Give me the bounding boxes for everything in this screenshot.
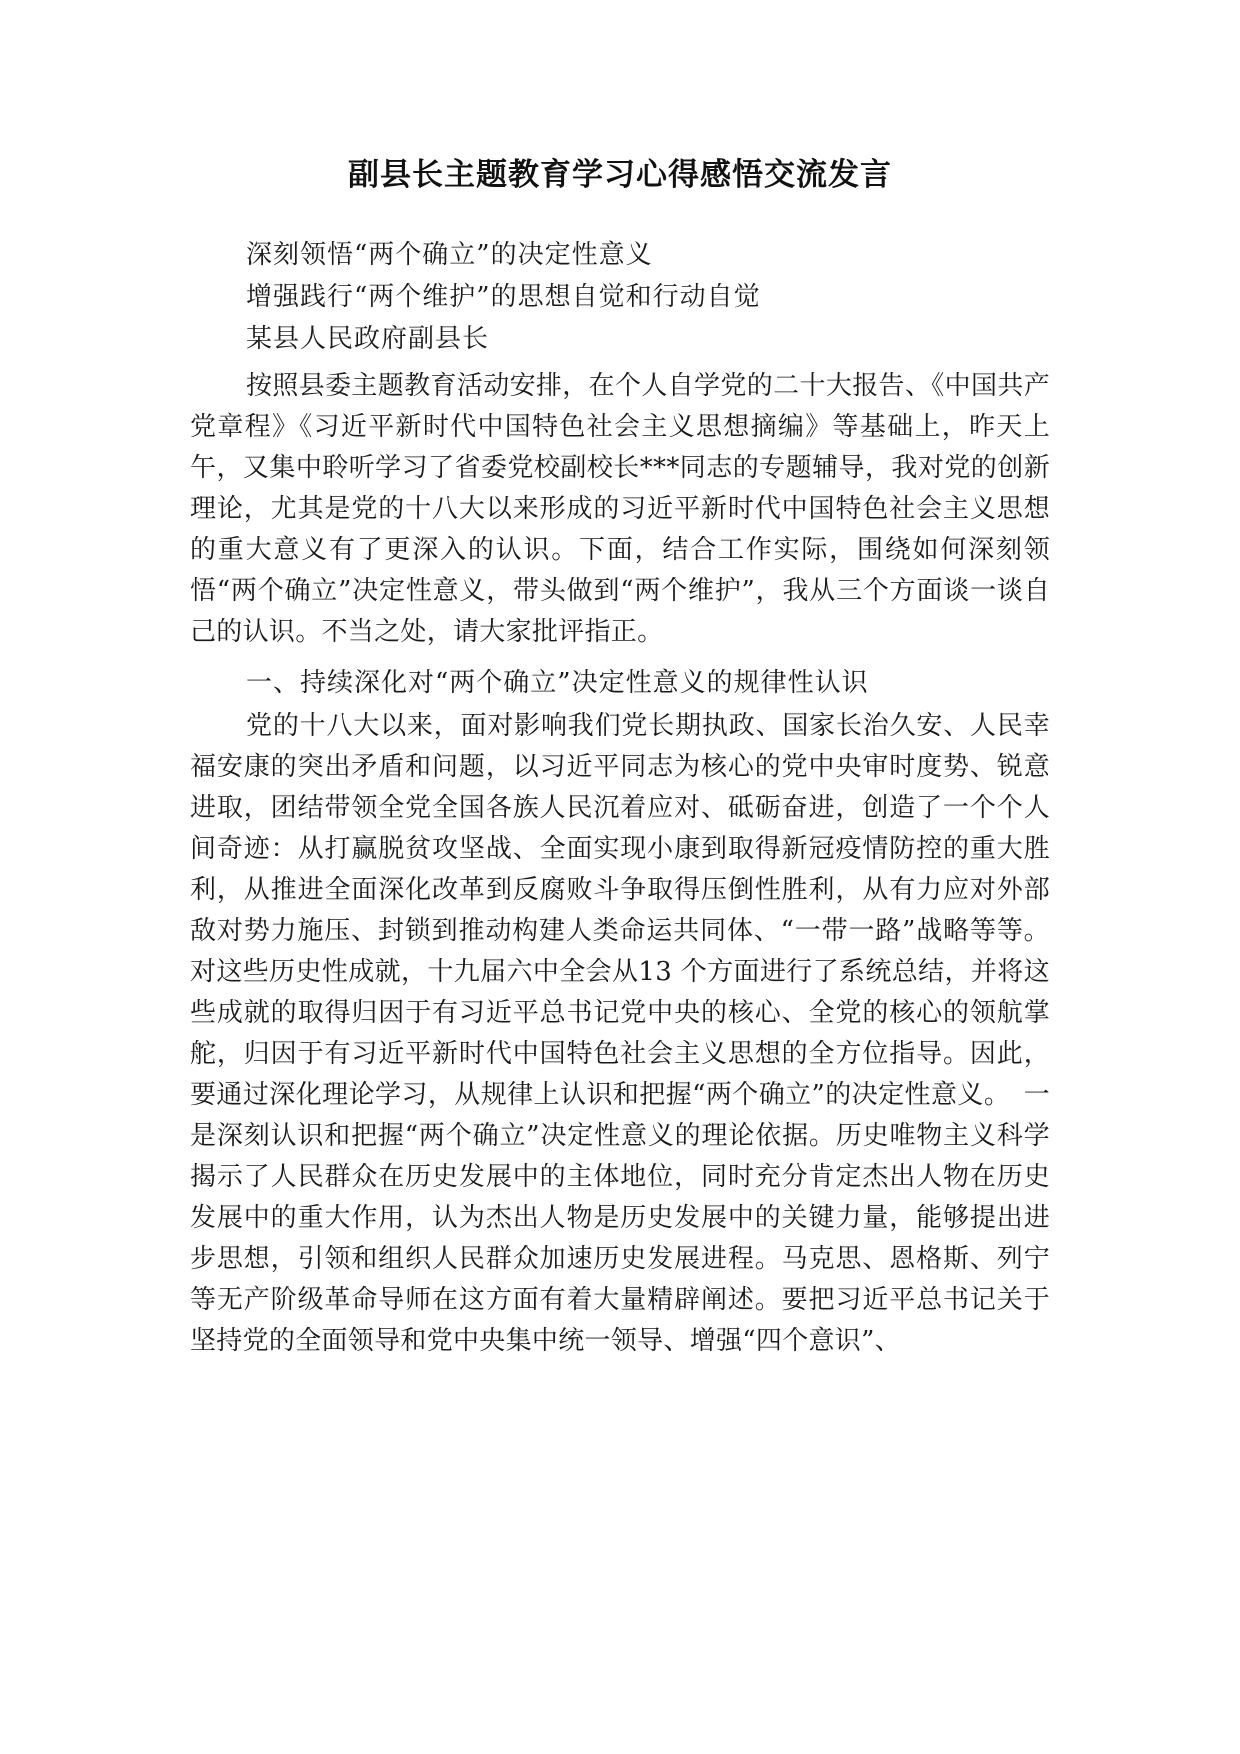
- section-heading-1: 一、持续深化对“两个确立”决定性意义的规律性认识: [246, 668, 869, 698]
- document-title: 副县长主题教育学习心得感悟交流发言: [348, 157, 892, 193]
- subtitle-line-1: 深刻领悟“两个确立”的决定性意义: [246, 240, 653, 270]
- paragraph-section-1: 党的十八大以来，面对影响我们党长期执政、国家长治久安、人民幸福安康的突出矛盾和问题，以习近平同志为核心的党中央审时度势、锐意进取，团结带领全党全国各族人民沉着应对、砥砺奋进，创造了一个个人间奇迹：从打赢脱贫攻坚战、全面实现小康到取得新冠疫情防控的重大胜利，从推进全面深化改革到反腐败斗争取得压倒性胜利，从有力应对外部敌对势力施压、封锁到推动构建人类命运共同体、“一带一路”战略等等。对这些历史性成就，十九届六中全会从13 个方面进行了系统总结，并将这些成就的取得归因于有习近平总书记党中央的核心、全党的核心的领航掌舵，归因于有习近平新时代中国特色社会主义思想的全方位指导。因此，要通过深化理论学习，从规律上认识和把握“两个确立”的决定性意义。 一是深刻认识和把握“两个确立”决定性意义的理论依据。历史唯物主义科学揭示了人民群众在历史发展中的主体地位，同时充分肯定杰出人物在历史发展中的重大作用，认为杰出人物是历史发展中的关键力量，能够提出进步思想，引领和组织人民群众加速历史发展进程。马克思、恩格斯、列宁等无产阶级革命导师在这方面有着大量精辟阐述。要把习近平总书记关于坚持党的全面领导和党中央集中统一领导、增强“四个意识”、: [190, 711, 1050, 1356]
- document-body: [190, 366, 1050, 1362]
- author-line: 某县人民政府副县长: [246, 324, 490, 354]
- subtitle-line-2: 增强践行“两个维护”的思想自觉和行动自觉: [246, 282, 761, 312]
- paragraph-intro: 按照县委主题教育活动安排，在个人自学党的二十大报告、《中国共产党章程》《习近平新时代中国特色社会主义思想摘编》等基础上，昨天上午，又集中聆听学习了省委党校副校长***同志的专题辅导，我对党的创新理论，尤其是党的十八大以来形成的习近平新时代中国特色社会主义思想的重大意义有了更深入的认识。下面，结合工作实际，围绕如何深刻领悟“两个确立”决定性意义，带头做到“两个维护”，我从三个方面谈一谈自己的认识。不当之处，请大家批评指正。: [190, 371, 1050, 647]
